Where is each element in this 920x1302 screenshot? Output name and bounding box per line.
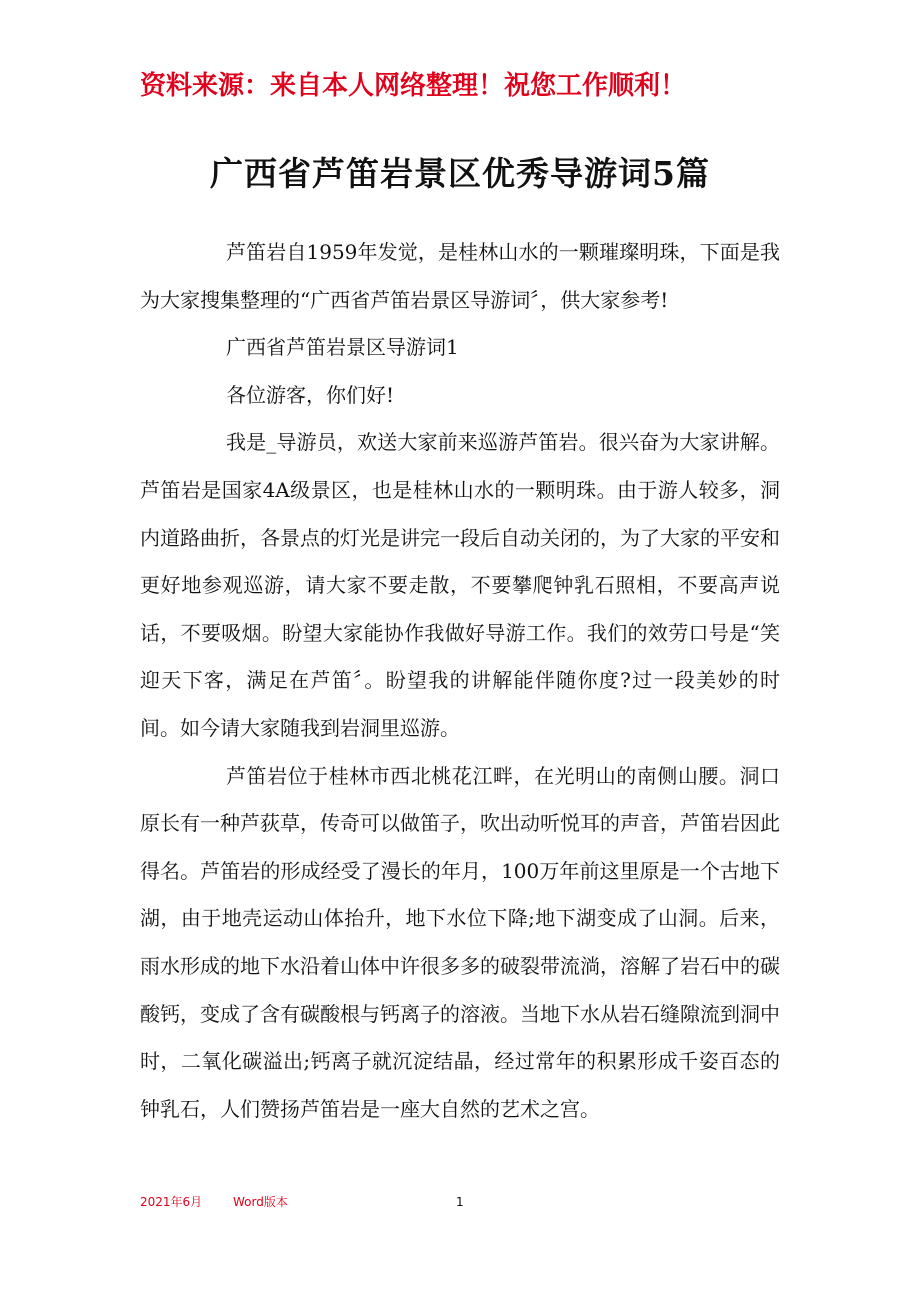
footer-date: 2021年6月: [140, 1195, 203, 1209]
paragraph-intro: 芦笛岩自1959年发觉，是桂林山水的一颗璀璨明珠，下面是我为大家搜集整理的“广西省芦笛岩景区导游词〞，供大家参考!: [140, 240, 780, 312]
paragraph-greeting: 各位游客，你们好!: [226, 382, 395, 407]
document-title: 广西省芦笛岩景区优秀导游词5篇: [210, 154, 710, 193]
paragraph-welcome: 我是_导游员，欢送大家前来巡游芦笛岩。很兴奋为大家讲解。芦笛岩是国家4A级景区，也是桂林山水的一颗明珠。由于游人较多，洞内道路曲折，各景点的灯光是讲完一段后自动关闭的，为了大家的平安和更好地参观巡游，请大家不要走散，不要攀爬钟乳石照相，不要高声说话，不要吸烟。盼望大家能协作我做好导游工作。我们的效劳口号是“笑迎天下客，满足在芦笛〞。盼望我的讲解能伴随你度?过一段美妙的时间。如今请大家随我到岩洞里巡游。: [140, 430, 780, 740]
footer-edition: Word版本: [233, 1195, 288, 1209]
source-note: 资料来源：来自本人网络整理！祝您工作顺利！: [140, 71, 687, 101]
page-footer: [140, 1192, 780, 1212]
section-heading: 广西省芦笛岩景区导游词1: [226, 335, 459, 360]
page-number: 1: [456, 1195, 464, 1209]
paragraph-location: 芦笛岩位于桂林市西北桃花江畔，在光明山的南侧山腰。洞口原长有一种芦荻草，传奇可以做笛子，吹出动听悦耳的声音，芦笛岩因此得名。芦笛岩的形成经受了漫长的年月，100万年前这里原是一个古地下湖，由于地壳运动山体抬升，地下水位下降;地下湖变成了山洞。后来，雨水形成的地下水沿着山体中许很多多的破裂带流淌，溶解了岩石中的碳酸钙，变成了含有碳酸根与钙离子的溶液。当地下水从岩石缝隙流到洞中时，二氧化碳溢出;钙离子就沉淀结晶，经过常年的积累形成千姿百态的钟乳石，人们赞扬芦笛岩是一座大自然的艺术之宫。: [140, 763, 780, 1121]
document-body: [140, 229, 780, 1133]
